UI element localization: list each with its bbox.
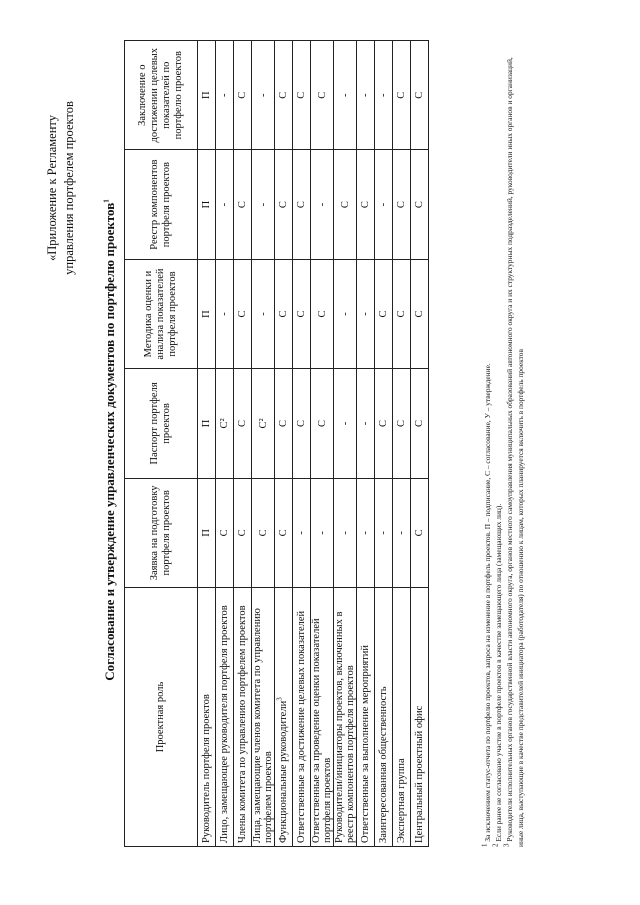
footnote-text: За исключением статус-отчета по портфелю проектов, запроса на изменение в портфель проектов. П – подписание, С – согласование, У – утверждение. [483,363,492,842]
cell-value: С² [216,369,234,478]
row-role-text: Лицо, замещающее руководителя портфеля проектов [219,605,230,843]
footnotes [482,40,526,847]
cell-value: - [357,41,375,150]
cell-value: С [275,369,293,478]
table-header-row [125,41,198,847]
cell-value: С [234,259,252,368]
cell-value: С [393,41,411,150]
cell-value: С [357,150,375,259]
row-role-text: Ответственные за проведение оценки показателей портфеля проектов [311,618,333,843]
header-methodology: Методика оценки и анализа показателей портфеля проектов [125,259,198,368]
cell-value: - [375,150,393,259]
cell-value: - [311,150,334,259]
cell-value: - [357,259,375,368]
cell-value: - [311,478,334,587]
cell-value: С [393,259,411,368]
cell-value: С [393,369,411,478]
cell-value: С [311,259,334,368]
cell-value: С [411,150,429,259]
row-role-text: Ответственные за выполнение мероприятий [360,645,371,843]
row-role-cell [411,588,429,847]
cell-value: С [216,478,234,587]
header-project-role: Проектная роль [125,588,198,847]
footnote-mark: 1 [480,843,489,847]
footnote-text: Если ранее не согласовано участие в портфеле проектов в качестве замещающего лица (замещающих лиц). [494,503,503,842]
cell-value: С [293,41,311,150]
footnote-2 [493,40,504,847]
cell-value: - [293,478,311,587]
row-role-cell [216,588,234,847]
cell-value: С [375,369,393,478]
cell-value: П [198,369,216,478]
cell-value: П [198,478,216,587]
table-row [411,41,429,847]
cell-value: П [198,41,216,150]
row-role-cell [357,588,375,847]
cell-value: С [334,150,357,259]
table-body [198,41,429,847]
cell-value: - [375,478,393,587]
cell-value: С [275,41,293,150]
row-role-cell [234,588,252,847]
row-role-cell [311,588,334,847]
cell-value: С [311,369,334,478]
header-registry: Реестр компонентов портфеля проектов [125,150,198,259]
appendix-line-2: управления портфелем проектов [62,101,76,275]
row-role-text: Лица, замещающие членов комитета по управлению портфелем проектов [252,608,274,843]
table-row [357,41,375,847]
table-row [234,41,252,847]
header-conclusion: Заключение о достижении целевых показателей по портфелю проектов [125,41,198,150]
cell-value: - [252,41,275,150]
cell-value: - [252,150,275,259]
cell-value: С [375,259,393,368]
row-role-cell [375,588,393,847]
cell-value: - [216,150,234,259]
cell-value: П [198,259,216,368]
footnote-1 [482,40,493,847]
table-row [393,41,411,847]
row-role-text: Функциональные руководители [278,700,289,843]
row-role-text: Руководители/инициаторы проектов, включенных в реестр компонентов портфеля проектов [334,611,356,843]
footnote-3 [504,40,526,847]
header-request: Заявка на подготовку портфеля проектов [125,478,198,587]
cell-value: - [357,478,375,587]
row-role-cell [275,588,293,847]
cell-value: - [252,259,275,368]
cell-value: - [216,259,234,368]
cell-value: - [375,41,393,150]
cell-value: С [275,259,293,368]
title-footnote-ref: 1 [102,199,111,203]
footnote-mark: 2 [491,843,500,847]
table-row [334,41,357,847]
cell-value: - [334,369,357,478]
cell-value: - [334,259,357,368]
footnote-text: Руководители исполнительных органов государственной власти автономного округа, органов местного самоуправления муниципальных образований автономного округа и их структурных подразделений, руководители иных органов и организаций, иные лица, выступающие в качестве представителей инициатора (работодателя) по отношению к лицам, которых планируется включить в портфель проектов [505,57,525,847]
appendix-line-1: «Приложение к Регламенту [45,115,59,261]
cell-value: П [198,150,216,259]
cell-value: С [275,150,293,259]
document-title [102,90,118,790]
row-role-cell [393,588,411,847]
footnote-mark: 3 [502,843,511,847]
table-row [311,41,334,847]
row-role-text: Ответственные за достижение целевых показателей [296,610,307,843]
cell-value: С [411,41,429,150]
cell-value: - [216,41,234,150]
row-role-text: Члены комитета по управлению портфелем проектов [237,605,248,843]
cell-value: - [334,478,357,587]
cell-value: С [293,150,311,259]
table-row [375,41,393,847]
cell-value: - [357,369,375,478]
cell-value: С [293,259,311,368]
cell-value: С [411,478,429,587]
cell-value: С [293,369,311,478]
table-row [275,41,293,847]
cell-value: С [311,41,334,150]
table-row [293,41,311,847]
cell-value: С [234,150,252,259]
cell-value: С [393,150,411,259]
table-row [252,41,275,847]
row-role-cell [198,588,216,847]
cell-value: - [334,41,357,150]
cell-value: С [411,369,429,478]
row-role-text: Заинтересованная общественность [378,686,389,843]
header-passport: Паспорт портфеля проектов [125,369,198,478]
approval-matrix-table [124,40,429,847]
document-title-text: Согласование и утверждение управленческих документов по портфелю проектов [102,202,117,681]
cell-value: С [234,41,252,150]
table-row [216,41,234,847]
row-role-text: Центральный проектный офис [414,705,425,843]
role-footnote-ref: 3 [275,697,284,701]
cell-value: С [234,369,252,478]
row-role-cell [293,588,311,847]
row-role-cell [334,588,357,847]
cell-value: С [234,478,252,587]
row-role-text: Руководитель портфеля проектов [201,694,212,843]
cell-value: С² [252,369,275,478]
cell-value: С [252,478,275,587]
row-role-text: Экспертная группа [396,758,407,843]
appendix-header [44,38,78,338]
cell-value: С [411,259,429,368]
cell-value: С [275,478,293,587]
cell-value: - [393,478,411,587]
row-role-cell [252,588,275,847]
table-row [198,41,216,847]
